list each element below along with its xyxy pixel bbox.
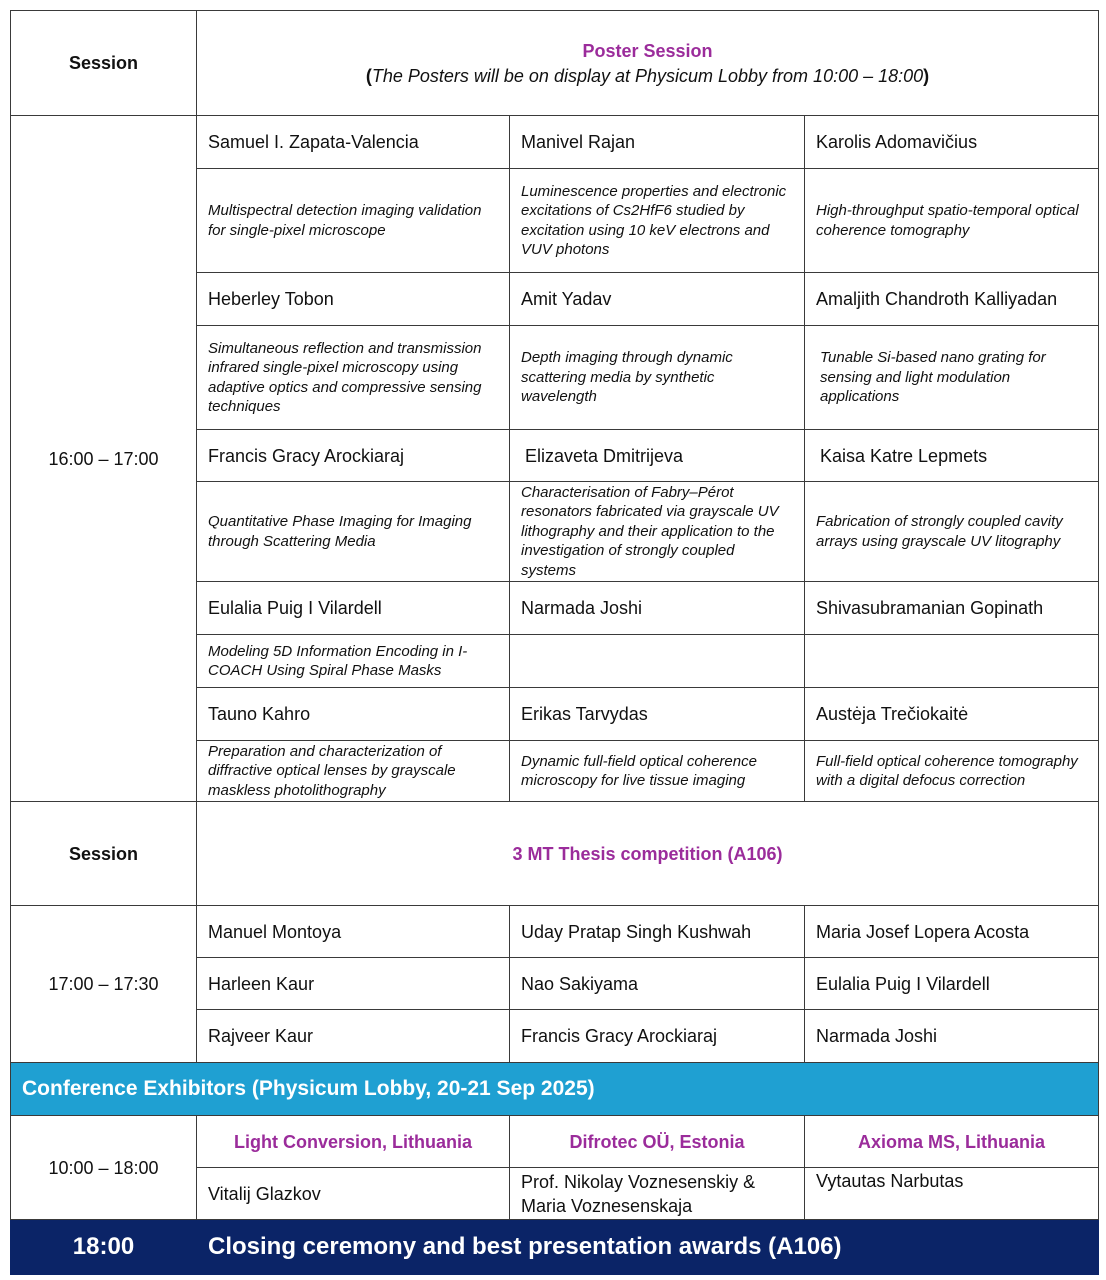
poster-session-header-row	[11, 11, 1099, 116]
presenter-name: Heberley Tobon	[197, 273, 510, 326]
exhibitor-contact: Vitalij Glazkov	[197, 1168, 510, 1220]
closing-title: Closing ceremony and best presentation awards (A106)	[197, 1220, 1099, 1275]
poster-session-subtitle: (The Posters will be on display at Physicum Lobby from 10:00 – 18:00)	[365, 65, 930, 86]
poster-title	[510, 635, 805, 688]
presenter-name: Francis Gracy Arockiaraj	[510, 1010, 805, 1063]
exhibitor-company: Axioma MS, Lithuania	[805, 1116, 1099, 1168]
presenter-name: Narmada Joshi	[510, 582, 805, 635]
poster-title: Dynamic full-field optical coherence microscopy for live tissue imaging	[510, 741, 805, 802]
poster-session-title-cell	[197, 11, 1099, 116]
presenter-name: Samuel I. Zapata-Valencia	[197, 116, 510, 169]
poster-title: Luminescence properties and electronic excitations of Cs2HfF6 studied by excitation using 10 keV electrons and VUV photons	[510, 169, 805, 273]
exhibitors-banner: Conference Exhibitors (Physicum Lobby, 20-21 Sep 2025)	[11, 1063, 1099, 1116]
presenter-name: Narmada Joshi	[805, 1010, 1099, 1063]
poster-title	[805, 635, 1099, 688]
exhibitor-company: Difrotec OÜ, Estonia	[510, 1116, 805, 1168]
presenter-name: Austėja Trečiokaitė	[805, 688, 1099, 741]
poster-time-slot: 16:00 – 17:00	[11, 116, 197, 802]
presenter-name: Kaisa Katre Lepmets	[805, 430, 1099, 482]
exhibitor-companies-row	[11, 1116, 1099, 1168]
presenter-name: Nao Sakiyama	[510, 958, 805, 1010]
presenter-name: Manivel Rajan	[510, 116, 805, 169]
schedule-table	[10, 10, 1099, 1275]
presenter-name: Tauno Kahro	[197, 688, 510, 741]
exhibitors-time-slot: 10:00 – 18:00	[11, 1116, 197, 1220]
presenter-name: Shivasubramanian Gopinath	[805, 582, 1099, 635]
poster-title: Full-field optical coherence tomography with a digital defocus correction	[805, 741, 1099, 802]
poster-title: High-throughput spatio-temporal optical coherence tomography	[805, 169, 1099, 273]
presenter-name: Eulalia Puig I Vilardell	[197, 582, 510, 635]
poster-title: Simultaneous reflection and transmission infrared single-pixel microscopy using adaptive optics and compressive sensing techniques	[197, 326, 510, 430]
presenter-name: Manuel Montoya	[197, 906, 510, 958]
exhibitor-company: Light Conversion, Lithuania	[197, 1116, 510, 1168]
thesis-row	[11, 906, 1099, 958]
presenter-name: Amit Yadav	[510, 273, 805, 326]
exhibitors-banner-row	[11, 1063, 1099, 1116]
presenter-name: Rajveer Kaur	[197, 1010, 510, 1063]
poster-session-label: Session	[11, 11, 197, 116]
presenter-name: Harleen Kaur	[197, 958, 510, 1010]
presenter-name: Karolis Adomavičius	[805, 116, 1099, 169]
thesis-session-label: Session	[11, 802, 197, 906]
poster-title: Depth imaging through dynamic scattering media by synthetic wavelength	[510, 326, 805, 430]
exhibitor-contact: Vytautas Narbutas	[805, 1168, 1099, 1220]
schedule-document	[10, 10, 1099, 1275]
poster-title: Preparation and characterization of diffractive optical lenses by grayscale maskless photolithography	[197, 741, 510, 802]
thesis-session-header-row	[11, 802, 1099, 906]
poster-title: Multispectral detection imaging validation for single-pixel microscope	[197, 169, 510, 273]
poster-title: Characterisation of Fabry–Pérot resonators fabricated via grayscale UV lithography and their application to the investigation of strongly coupled systems	[510, 482, 805, 582]
presenter-name: Elizaveta Dmitrijeva	[510, 430, 805, 482]
closing-row	[11, 1220, 1099, 1275]
poster-title: Tunable Si-based nano grating for sensing and light modulation applications	[805, 326, 1099, 430]
poster-title: Modeling 5D Information Encoding in I-COACH Using Spiral Phase Masks	[197, 635, 510, 688]
presenter-name: Erikas Tarvydas	[510, 688, 805, 741]
presenter-name: Francis Gracy Arockiaraj	[197, 430, 510, 482]
exhibitor-contact: Prof. Nikolay Voznesenskiy & Maria Voznesenskaja	[510, 1168, 805, 1220]
presenter-name: Maria Josef Lopera Acosta	[805, 906, 1099, 958]
poster-title: Quantitative Phase Imaging for Imaging through Scattering Media	[197, 482, 510, 582]
poster-session-title: Poster Session	[582, 40, 713, 61]
poster-names-row	[11, 116, 1099, 169]
thesis-time-slot: 17:00 – 17:30	[11, 906, 197, 1063]
presenter-name: Eulalia Puig I Vilardell	[805, 958, 1099, 1010]
presenter-name: Uday Pratap Singh Kushwah	[510, 906, 805, 958]
thesis-session-title: 3 MT Thesis competition (A106)	[197, 802, 1099, 906]
presenter-name: Amaljith Chandroth Kalliyadan	[805, 273, 1099, 326]
poster-title: Fabrication of strongly coupled cavity arrays using grayscale UV litography	[805, 482, 1099, 582]
closing-time: 18:00	[11, 1220, 197, 1275]
